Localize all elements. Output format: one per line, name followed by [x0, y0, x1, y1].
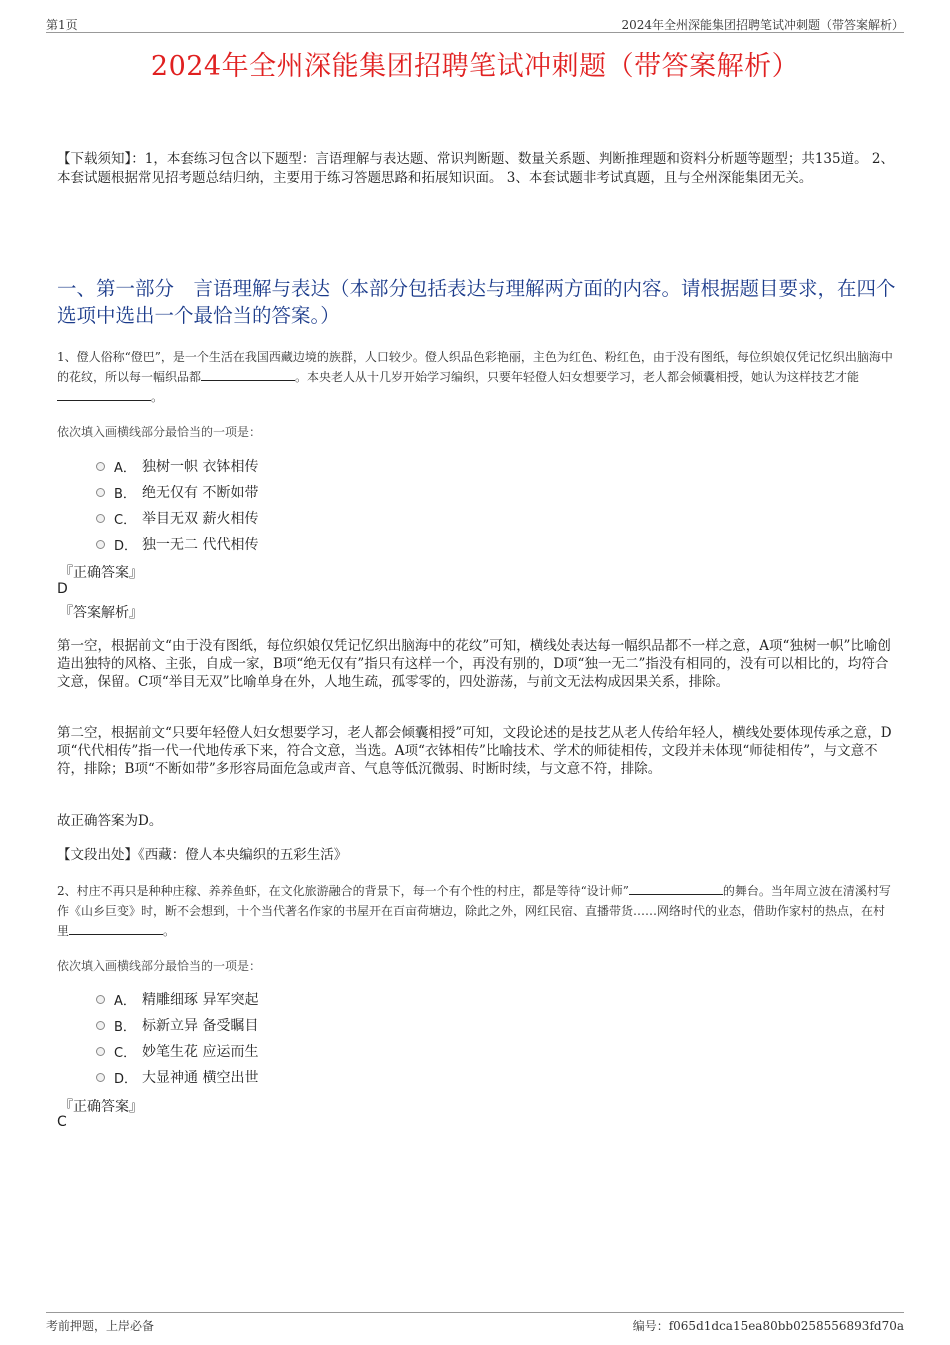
q1-stem-part-a: 1、僜人俗称“僜巴”，是一个生活在我国西藏边境的族群，人口较少。僜人织品色彩艳丽，主色为红色、粉红色，由于没有图纸，每位织娘仅凭记忆织出脑海中的花纹，所以每一幅织品都 — [57, 350, 893, 384]
q1-instruction: 依次填入画横线部分最恰当的一项是： — [57, 425, 262, 439]
radio-icon[interactable] — [96, 514, 105, 523]
option-text: 举目无双 薪火相传 — [142, 511, 259, 527]
q2-correct-label: 『正确答案』 — [59, 1099, 143, 1115]
option-letter: A． — [114, 993, 136, 1009]
option-text: 精雕细琢 异军突起 — [142, 992, 259, 1008]
option-text: 标新立异 备受瞩目 — [142, 1018, 259, 1034]
section-heading: 一、第一部分 言语理解与表达（本部分包括表达与理解两方面的内容。请根据题目要求，在四个选项中选出一个最恰当的答案。） — [57, 277, 896, 327]
q1-analysis-label: 『答案解析』 — [59, 605, 143, 621]
q2-option-a[interactable] — [96, 986, 258, 1012]
q2-option-c[interactable] — [96, 1038, 258, 1064]
q1-conclusion: 故正确答案为D。 — [57, 813, 163, 829]
option-text: 大显神通 横空出世 — [142, 1070, 259, 1086]
option-letter: C． — [114, 1045, 137, 1061]
q1-source: 【文段出处】《西藏：僜人本央编织的五彩生活》 — [57, 847, 348, 863]
option-text: 独一无二 代代相传 — [142, 537, 259, 553]
radio-icon[interactable] — [96, 540, 105, 549]
q2-answer: C — [57, 1114, 67, 1130]
option-letter: D． — [114, 1071, 138, 1087]
q2-options — [96, 986, 258, 1090]
radio-icon[interactable] — [96, 995, 105, 1004]
q1-blank-2 — [57, 387, 151, 401]
radio-icon[interactable] — [96, 1047, 105, 1056]
radio-icon[interactable] — [96, 1021, 105, 1030]
option-letter: D． — [114, 538, 138, 554]
q1-option-a[interactable] — [96, 453, 258, 479]
q2-option-b[interactable] — [96, 1012, 258, 1038]
q1-answer: D — [57, 581, 68, 597]
q1-option-b[interactable] — [96, 479, 258, 505]
q2-blank-2 — [69, 921, 163, 935]
option-text: 妙笔生花 应运而生 — [142, 1044, 259, 1060]
header-title: 2024年全州深能集团招聘笔试冲刺题（带答案解析） — [621, 18, 904, 32]
question-1-stem — [57, 347, 895, 407]
q1-options — [96, 453, 258, 557]
footer-code: 编号：f065d1dca15ea80bb0258556893fd70a — [632, 1319, 904, 1333]
radio-icon[interactable] — [96, 462, 105, 471]
option-letter: C． — [114, 512, 137, 528]
q1-correct-label: 『正确答案』 — [59, 565, 143, 581]
q2-stem-part-a: 2、村庄不再只是种种庄稼、养养鱼虾，在文化旅游融合的背景下，每一个有个性的村庄，都是等待“设计师” — [57, 884, 629, 898]
radio-icon[interactable] — [96, 1073, 105, 1082]
q1-analysis-1: 第一空，根据前文“由于没有图纸，每位织娘仅凭记忆织出脑海中的花纹”可知，横线处表达每一幅织品都不一样之意，A项“独树一帜”比喻创造出独特的风格、主张，自成一家，B项“绝无仅有”指只有这样一个，再没有别的，D项“独一无二”指没有相同的，没有可以相比的，均符合文意，保留。C项“举目无双”比喻单身在外，人地生疏，孤零零的，四处游荡，与前文无法构成因果关系，排除。 — [57, 638, 891, 690]
option-letter: B． — [114, 486, 136, 502]
radio-icon[interactable] — [96, 488, 105, 497]
option-letter: B． — [114, 1019, 136, 1035]
q2-stem-part-c: 。 — [163, 924, 176, 938]
q1-analysis-2: 第二空，根据前文“只要年轻僜人妇女想要学习，老人都会倾囊相授”可知，文段论述的是技艺从老人传给年轻人，横线处要体现传承之意，D项“代代相传”指一代一代地传承下来，符合文意，当选。A项“衣钵相传”比喻技术、学术的师徒相传，文段并未体现“师徒相传”，与文意不符，排除；B项“不断如带”多形容局面危急或声音、气息等低沉微弱、时断时续，与文意不符，排除。 — [57, 725, 892, 777]
option-text: 独树一帜 衣钵相传 — [142, 459, 259, 475]
page-number: 第1页 — [46, 18, 78, 32]
option-text: 绝无仅有 不断如带 — [142, 485, 259, 501]
q2-instruction: 依次填入画横线部分最恰当的一项是： — [57, 959, 262, 973]
document-title: 2024年全州深能集团招聘笔试冲刺题（带答案解析） — [150, 51, 800, 82]
download-notice: 【下载须知】：1，本套练习包含以下题型：言语理解与表达题、常识判断题、数量关系题、判断推理题和资料分析题等题型；共135道。 2、本套试题根据常见招考题总结归纳，主要用于练习答题思路和拓展知识面。 3、本套试题非考试真题，且与全州深能集团无关。 — [57, 151, 894, 186]
q1-stem-part-c: 。 — [151, 390, 164, 404]
question-2-stem — [57, 881, 895, 941]
q1-stem-part-b: 。本央老人从十几岁开始学习编织，只要年轻僜人妇女想要学习，老人都会倾囊相授，她认为这样技艺才能 — [295, 370, 860, 384]
q2-option-d[interactable] — [96, 1064, 258, 1090]
footer-slogan: 考前押题，上岸必备 — [46, 1319, 155, 1333]
page-header — [46, 12, 904, 33]
q2-stem-part-b: 的舞台。当年周立波在清溪村写作《山乡巨变》时，断不会想到，十个当代著名作家的书屋开在百亩荷塘边，除此之外，网红民宿、直播带货……网络时代的业态，借助作家村的热点，在村里 — [57, 884, 891, 938]
q1-blank-1 — [201, 367, 295, 381]
q2-blank-1 — [629, 881, 723, 895]
q1-option-c[interactable] — [96, 505, 258, 531]
q1-option-d[interactable] — [96, 531, 258, 557]
option-letter: A． — [114, 460, 136, 476]
page-footer — [46, 1312, 904, 1333]
